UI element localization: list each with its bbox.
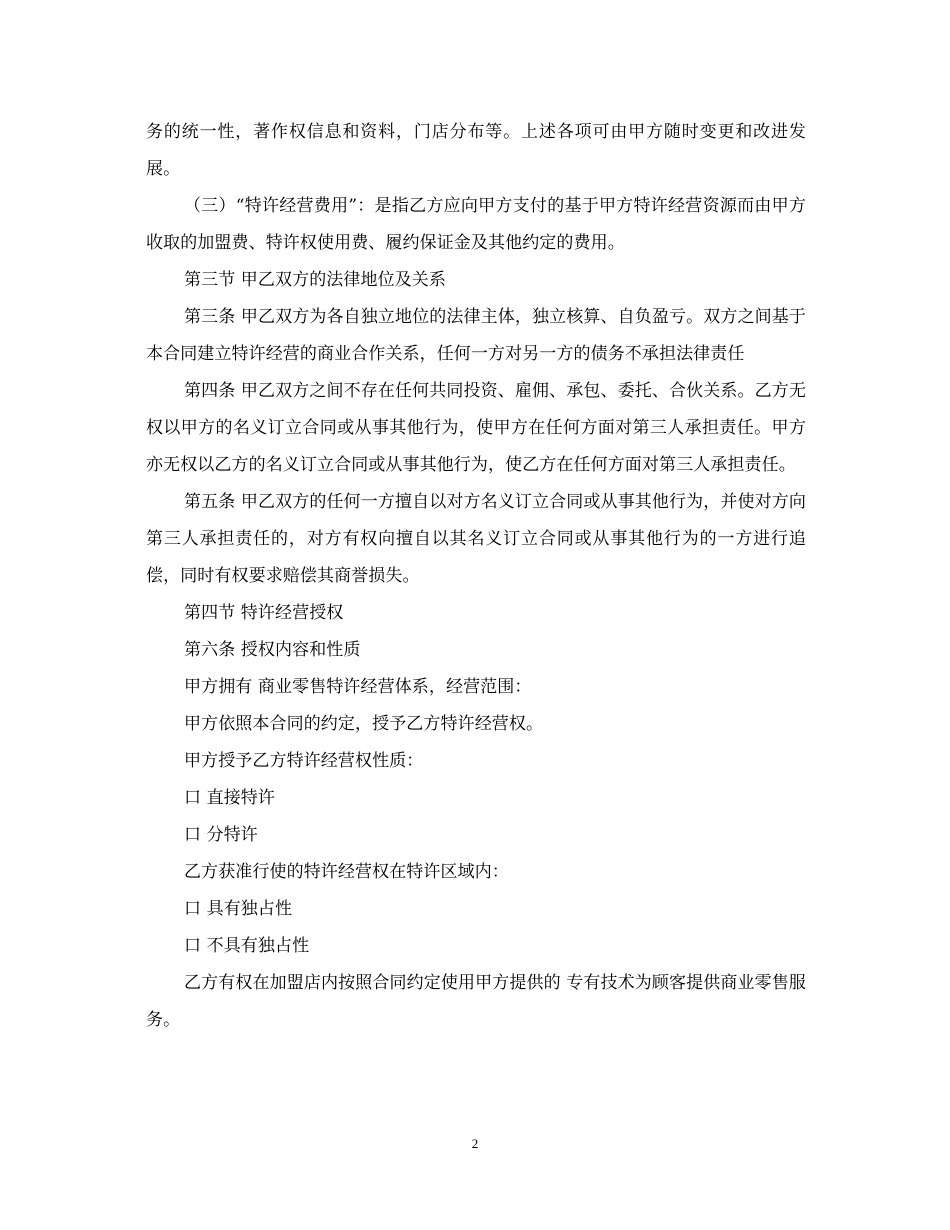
paragraph: （三）“特许经营费用”：是指乙方应向甲方支付的基于甲方特许经营资源而由甲方收取的加盟费、特许权使用费、履约保证金及其他约定的费用。 — [146, 196, 806, 253]
option-item: 口 分特许 — [184, 825, 258, 845]
section-heading: 第四节 特许经营授权 — [184, 603, 344, 623]
paragraph: 甲方依照本合同的约定，授予乙方特许经营权。 — [184, 714, 544, 734]
paragraph: 第五条 甲乙双方的任何一方擅自以对方名义订立合同或从事其他行为，并使对方向第三人承担责任的，对方有权向擅自以其名义订立合同或从事其他行为的一方进行追偿，同时有权要求赔偿其商誉损失。 — [146, 492, 806, 586]
document-body — [146, 114, 806, 1039]
paragraph: 第三条 甲乙双方为各自独立地位的法律主体，独立核算、自负盈亏。双方之间基于本合同建立特许经营的商业合作关系，任何一方对另一方的债务不承担法律责任 — [146, 307, 806, 364]
paragraph: 乙方获准行使的特许经营权在特许区域内： — [184, 862, 509, 882]
paragraph: 乙方有权在加盟店内按照合同约定使用甲方提供的 专有技术为顾客提供商业零售服务。 — [146, 973, 806, 1030]
paragraph: 第四条 甲乙双方之间不存在任何共同投资、雇佣、承包、委托、合伙关系。乙方无权以甲方的名义订立合同或从事其他行为，使甲方在任何方面对第三人承担责任。甲方亦无权以乙方的名义订立合同或从事其他行为，使乙方在任何方面对第三人承担责任。 — [146, 381, 806, 475]
page-number: 2 — [471, 1136, 479, 1151]
paragraph: 甲方授予乙方特许经营权性质： — [184, 751, 424, 771]
article-heading: 第六条 授权内容和性质 — [184, 640, 361, 660]
option-item: 口 不具有独占性 — [184, 936, 310, 956]
option-item: 口 具有独占性 — [184, 899, 293, 919]
paragraph: 务的统一性，著作权信息和资料，门店分布等。上述各项可由甲方随时变更和改进发展。 — [146, 122, 806, 179]
section-heading: 第三节 甲乙双方的法律地位及关系 — [184, 270, 447, 290]
paragraph: 甲方拥有 商业零售特许经营体系，经营范围： — [184, 677, 532, 697]
option-item: 口 直接特许 — [184, 788, 276, 808]
